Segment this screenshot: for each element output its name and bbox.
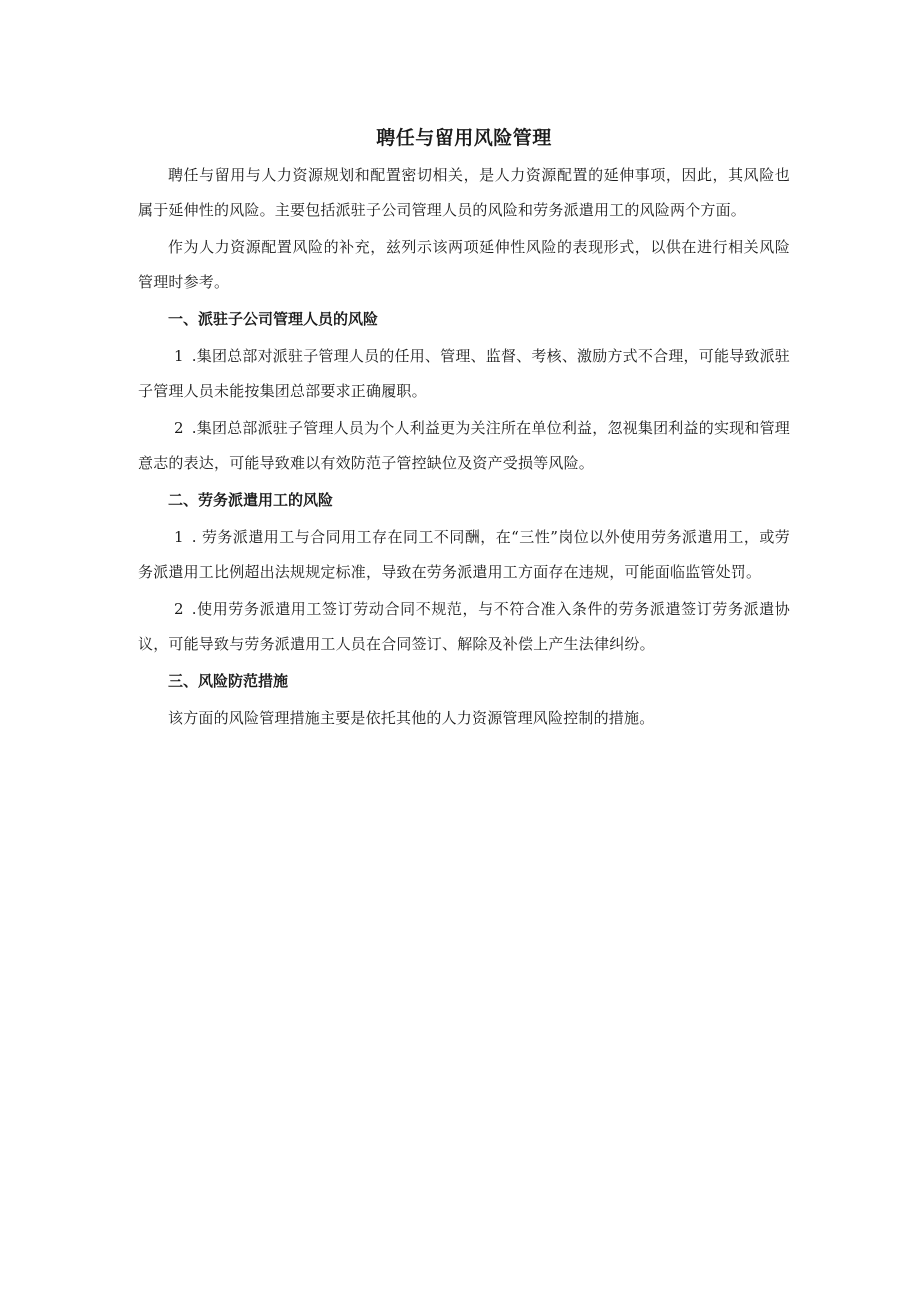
- list-item: [138, 339, 790, 409]
- section-heading: 一、派驻子公司管理人员的风险: [168, 310, 379, 328]
- list-item: [138, 592, 790, 662]
- list-item-text: .使用劳务派遣用工签订劳动合同不规范，与不符合准入条件的劳务派遣签订劳务派遣协议，可能导致与劳务派遣用工人员在合同签订、解除及补偿上产生法律纠纷。: [138, 600, 790, 653]
- intro-paragraph: 作为人力资源配置风险的补充，兹列示该两项延伸性风险的表现形式，以供在进行相关风险管理时参考。: [138, 238, 790, 291]
- list-item-number: 2: [174, 419, 184, 437]
- list-item-text: . 劳务派遣用工与合同用工存在同工不同酬，在“三性”岗位以外使用劳务派遣用工，或劳务派遣用工比例超出法规规定标准，导致在劳务派遣用工方面存在违规，可能面临监管处罚。: [138, 528, 790, 581]
- document-title: 聘任与留用风险管理: [376, 127, 552, 149]
- list-item-text: .集团总部对派驻子管理人员的任用、管理、监督、考核、激励方式不合理，可能导致派驻子管理人员未能按集团总部要求正确履职。: [138, 347, 790, 400]
- list-item: [138, 411, 790, 481]
- list-item-text: .集团总部派驻子管理人员为个人利益更为关注所在单位利益，忽视集团利益的实现和管理意志的表达，可能导致难以有效防范子管控缺位及资产受损等风险。: [138, 419, 790, 472]
- list-item-number: 2: [174, 600, 184, 618]
- section-3: [138, 664, 790, 736]
- list-item: [138, 520, 790, 590]
- section-heading: 三、风险防范措施: [168, 672, 289, 690]
- section-paragraph: 该方面的风险管理措施主要是依托其他的人力资源管理风险控制的措施。: [168, 709, 655, 727]
- section-2: [138, 483, 790, 662]
- list-item-number: 1: [174, 528, 184, 546]
- list-item-number: 1: [174, 347, 184, 365]
- section-heading: 二、劳务派遣用工的风险: [168, 491, 334, 509]
- section-1: [138, 302, 790, 481]
- document-body: [138, 124, 790, 738]
- intro-paragraph: 聘任与留用与人力资源规划和配置密切相关，是人力资源配置的延伸事项，因此，其风险也属于延伸性的风险。主要包括派驻子公司管理人员的风险和劳务派遣用工的风险两个方面。: [138, 166, 790, 219]
